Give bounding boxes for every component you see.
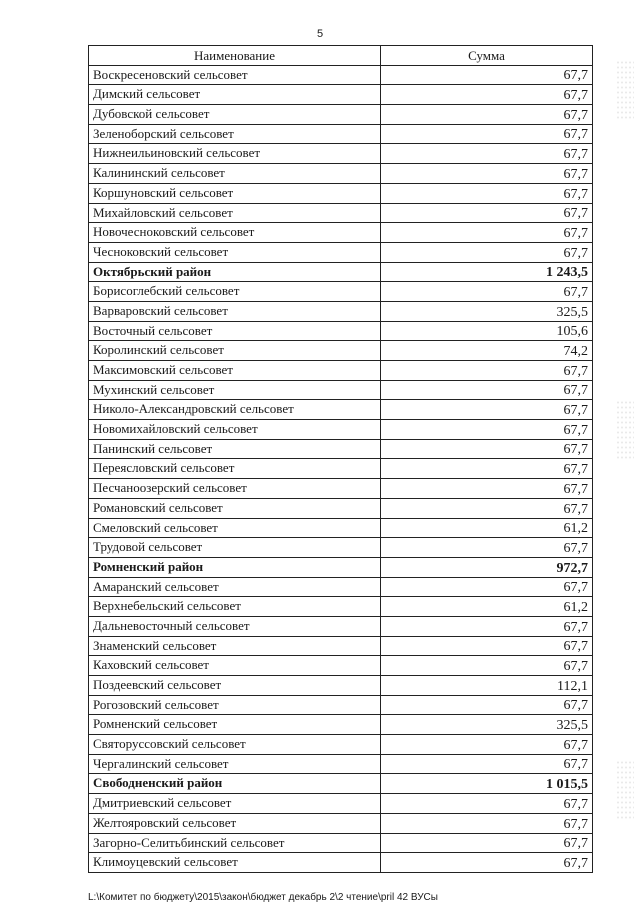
settlement-sum: 61,2: [381, 597, 593, 617]
table-row: [89, 282, 593, 302]
settlement-sum: 67,7: [381, 538, 593, 558]
settlement-sum: 67,7: [381, 459, 593, 479]
settlement-name: Амаранский сельсовет: [89, 577, 381, 597]
table-row: [89, 695, 593, 715]
settlement-name: Желтояровский сельсовет: [89, 813, 381, 833]
settlement-name: Романовский сельсовет: [89, 498, 381, 518]
budget-table: [88, 45, 593, 873]
settlement-sum: 67,7: [381, 735, 593, 755]
settlement-name: Смеловский сельсовет: [89, 518, 381, 538]
table-row: [89, 518, 593, 538]
settlement-name: Святоруссовский сельсовет: [89, 735, 381, 755]
table-row: [89, 754, 593, 774]
table-row: [89, 735, 593, 755]
table-row: [89, 636, 593, 656]
table-header-row: [89, 46, 593, 66]
settlement-sum: 67,7: [381, 223, 593, 243]
settlement-sum: 67,7: [381, 479, 593, 499]
settlement-name: Калининский сельсовет: [89, 164, 381, 184]
district-sum: 1 015,5: [381, 774, 593, 794]
settlement-sum: 67,7: [381, 242, 593, 262]
district-row: [89, 557, 593, 577]
settlement-name: Поздеевский сельсовет: [89, 676, 381, 696]
settlement-sum: 67,7: [381, 420, 593, 440]
scan-noise: [616, 60, 634, 120]
district-sum: 972,7: [381, 557, 593, 577]
settlement-sum: 67,7: [381, 380, 593, 400]
settlement-name: Новомихайловский сельсовет: [89, 420, 381, 440]
settlement-sum: 67,7: [381, 853, 593, 873]
settlement-sum: 67,7: [381, 577, 593, 597]
settlement-name: Чергалинский сельсовет: [89, 754, 381, 774]
table-row: [89, 242, 593, 262]
settlement-name: Максимовский сельсовет: [89, 361, 381, 381]
table-row: [89, 676, 593, 696]
settlement-name: Воскресеновский сельсовет: [89, 65, 381, 85]
settlement-name: Ромненский сельсовет: [89, 715, 381, 735]
district-name: Октябрьский район: [89, 262, 381, 282]
settlement-name: Панинский сельсовет: [89, 439, 381, 459]
settlement-sum: 67,7: [381, 400, 593, 420]
district-name: Свободненский район: [89, 774, 381, 794]
settlement-sum: 74,2: [381, 341, 593, 361]
settlement-sum: 325,5: [381, 715, 593, 735]
table-row: [89, 223, 593, 243]
settlement-sum: 67,7: [381, 754, 593, 774]
table-row: [89, 380, 593, 400]
table-row: [89, 400, 593, 420]
settlement-name: Борисоглебский сельсовет: [89, 282, 381, 302]
settlement-sum: 67,7: [381, 65, 593, 85]
table-row: [89, 853, 593, 873]
table-row: [89, 538, 593, 558]
settlement-name: Песчаноозерский сельсовет: [89, 479, 381, 499]
settlement-sum: 67,7: [381, 656, 593, 676]
settlement-name: Загорно-Селитьбинский сельсовет: [89, 833, 381, 853]
settlement-name: Чесноковский сельсовет: [89, 242, 381, 262]
settlement-sum: 67,7: [381, 105, 593, 125]
file-path-footer: L:\Комитет по бюджету\2015\закон\бюджет декабрь 2\2 чтение\pril 42 ВУСы: [88, 892, 438, 903]
table-row: [89, 813, 593, 833]
settlement-sum: 67,7: [381, 144, 593, 164]
settlement-sum: 67,7: [381, 124, 593, 144]
settlement-sum: 105,6: [381, 321, 593, 341]
settlement-name: Верхнебельский сельсовет: [89, 597, 381, 617]
district-sum: 1 243,5: [381, 262, 593, 282]
table-row: [89, 203, 593, 223]
settlement-name: Дмитриевский сельсовет: [89, 794, 381, 814]
settlement-name: Новочесноковский сельсовет: [89, 223, 381, 243]
settlement-name: Михайловский сельсовет: [89, 203, 381, 223]
settlement-name: Климоуцевский сельсовет: [89, 853, 381, 873]
table-row: [89, 459, 593, 479]
table-row: [89, 656, 593, 676]
table-row: [89, 715, 593, 735]
settlement-name: Трудовой сельсовет: [89, 538, 381, 558]
district-row: [89, 774, 593, 794]
settlement-sum: 67,7: [381, 361, 593, 381]
settlement-sum: 67,7: [381, 183, 593, 203]
table-row: [89, 833, 593, 853]
district-name: Ромненский район: [89, 557, 381, 577]
settlement-sum: 67,7: [381, 695, 593, 715]
table-row: [89, 498, 593, 518]
table-row: [89, 341, 593, 361]
settlement-sum: 112,1: [381, 676, 593, 696]
header-sum: Сумма: [381, 46, 593, 66]
table-row: [89, 105, 593, 125]
settlement-name: Восточный сельсовет: [89, 321, 381, 341]
settlement-name: Рогозовский сельсовет: [89, 695, 381, 715]
table-row: [89, 479, 593, 499]
settlement-name: Дубовской сельсовет: [89, 105, 381, 125]
table-row: [89, 124, 593, 144]
settlement-name: Мухинский сельсовет: [89, 380, 381, 400]
table-row: [89, 420, 593, 440]
table-row: [89, 85, 593, 105]
table-row: [89, 439, 593, 459]
settlement-sum: 67,7: [381, 813, 593, 833]
settlement-name: Димский сельсовет: [89, 85, 381, 105]
settlement-sum: 67,7: [381, 636, 593, 656]
table-row: [89, 794, 593, 814]
table-row: [89, 361, 593, 381]
budget-table-container: [88, 45, 592, 873]
district-row: [89, 262, 593, 282]
settlement-sum: 67,7: [381, 616, 593, 636]
table-row: [89, 616, 593, 636]
settlement-sum: 325,5: [381, 301, 593, 321]
settlement-name: Николо-Александровский сельсовет: [89, 400, 381, 420]
table-row: [89, 65, 593, 85]
table-row: [89, 577, 593, 597]
table-row: [89, 183, 593, 203]
settlement-name: Знаменский сельсовет: [89, 636, 381, 656]
settlement-name: Зеленоборский сельсовет: [89, 124, 381, 144]
settlement-name: Варваровский сельсовет: [89, 301, 381, 321]
settlement-name: Каховский сельсовет: [89, 656, 381, 676]
settlement-sum: 67,7: [381, 85, 593, 105]
table-row: [89, 321, 593, 341]
settlement-name: Нижнеильиновский сельсовет: [89, 144, 381, 164]
table-row: [89, 597, 593, 617]
settlement-sum: 61,2: [381, 518, 593, 538]
settlement-name: Дальневосточный сельсовет: [89, 616, 381, 636]
page-number: 5: [316, 28, 324, 40]
settlement-sum: 67,7: [381, 794, 593, 814]
settlement-name: Коршуновский сельсовет: [89, 183, 381, 203]
settlement-sum: 67,7: [381, 282, 593, 302]
table-body: [89, 65, 593, 872]
header-name: Наименование: [89, 46, 381, 66]
settlement-sum: 67,7: [381, 833, 593, 853]
table-row: [89, 144, 593, 164]
settlement-sum: 67,7: [381, 203, 593, 223]
settlement-sum: 67,7: [381, 164, 593, 184]
settlement-name: Переясловский сельсовет: [89, 459, 381, 479]
settlement-sum: 67,7: [381, 498, 593, 518]
settlement-sum: 67,7: [381, 439, 593, 459]
table-row: [89, 164, 593, 184]
settlement-name: Королинский сельсовет: [89, 341, 381, 361]
scan-noise: [616, 760, 634, 820]
scan-noise: [616, 400, 634, 460]
table-row: [89, 301, 593, 321]
